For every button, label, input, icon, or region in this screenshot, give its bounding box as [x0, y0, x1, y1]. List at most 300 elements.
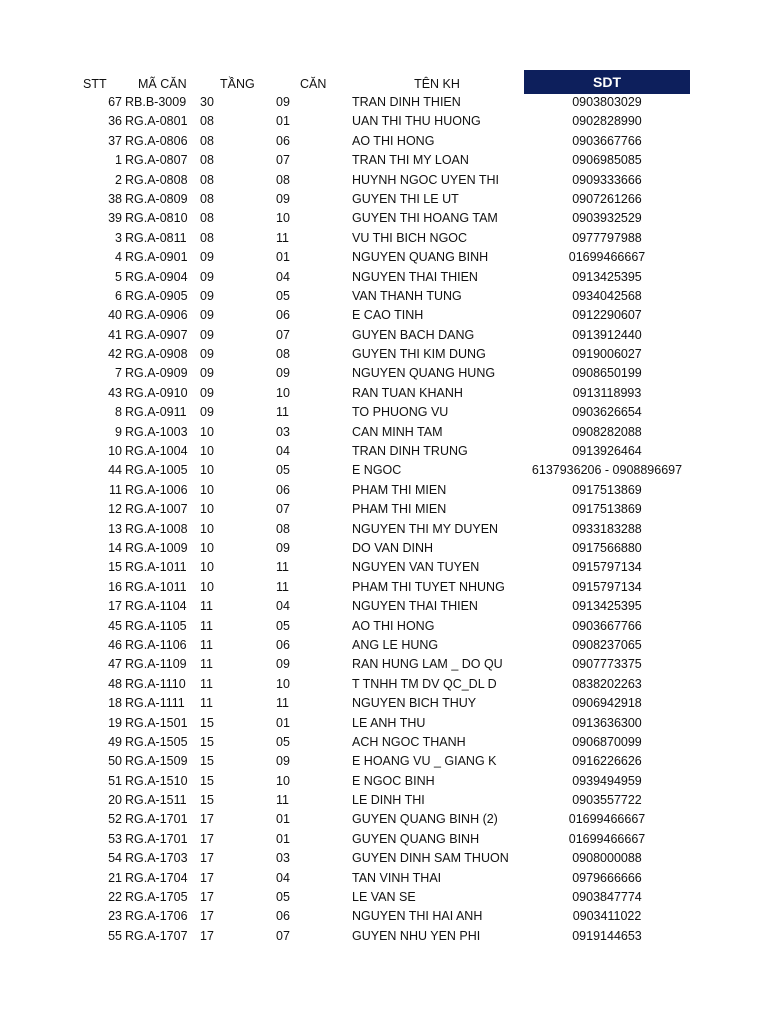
cell-tang: 11 — [200, 676, 213, 691]
cell-can: 04 — [276, 599, 290, 614]
cell-tang: 08 — [200, 114, 214, 129]
table-row — [0, 907, 768, 926]
table-row — [0, 636, 768, 655]
cell-sdt: 0903803029 — [572, 95, 642, 109]
cell-ten-kh: UAN THI THU HUONG — [352, 114, 481, 129]
cell-ma-can: RG.A-1106 — [125, 637, 187, 652]
cell-can: 01 — [276, 114, 290, 129]
cell-stt: 52 — [108, 812, 122, 827]
cell-tang: 08 — [200, 230, 214, 245]
cell-ma-can: RG.A-1109 — [125, 657, 187, 672]
cell-stt: 42 — [108, 347, 122, 362]
table-row — [0, 733, 768, 752]
cell-sdt: 0907261266 — [572, 191, 642, 206]
cell-sdt: 0913118993 — [572, 385, 642, 400]
cell-ma-can: RG.A-1009 — [125, 540, 188, 555]
cell-can: 08 — [276, 172, 290, 187]
cell-ma-can: RG.A-0910 — [125, 385, 188, 400]
cell-sdt: 0919144653 — [572, 928, 642, 943]
cell-stt: 23 — [108, 909, 122, 924]
cell-ten-kh: NGUYEN VAN TUYEN — [352, 560, 480, 575]
table-row — [0, 927, 768, 946]
cell-tang: 10 — [200, 521, 214, 536]
cell-ten-kh: E CAO TINH — [352, 308, 424, 323]
table-row — [0, 791, 768, 810]
cell-ten-kh: NGUYEN BICH THUY — [352, 696, 477, 711]
table-row — [0, 268, 768, 287]
cell-ten-kh: GUYEN THI LE UT — [352, 191, 459, 206]
cell-stt: 10 — [108, 444, 122, 459]
cell-sdt: 0907773375 — [572, 657, 642, 672]
cell-ten-kh: NGUYEN THI HAI ANH — [352, 909, 483, 924]
cell-can: 03 — [276, 851, 290, 866]
table-row — [0, 772, 768, 791]
cell-ma-can: RG.A-0801 — [125, 114, 188, 129]
cell-sdt: 0913425395 — [572, 269, 642, 284]
cell-ma-can: RG.A-1511 — [125, 793, 187, 808]
header-row — [0, 70, 768, 94]
cell-tang: 17 — [200, 831, 214, 846]
table-row — [0, 306, 768, 325]
table-row — [0, 597, 768, 616]
cell-ma-can: RG.A-0906 — [125, 308, 188, 323]
table-row — [0, 442, 768, 461]
table-row — [0, 403, 768, 422]
cell-tang: 15 — [200, 773, 214, 788]
cell-tang: 10 — [200, 579, 214, 594]
header-ma-can: MÃ CĂN — [138, 77, 187, 91]
cell-sdt: 0906942918 — [572, 696, 642, 711]
cell-ten-kh: PHAM THI MIEN — [352, 482, 447, 497]
cell-ma-can: RG.A-1510 — [125, 773, 188, 788]
cell-can: 05 — [276, 463, 290, 478]
cell-ma-can: RG.A-1104 — [125, 599, 187, 614]
table-row — [0, 326, 768, 345]
cell-stt: 53 — [108, 831, 122, 846]
cell-can: 10 — [276, 385, 290, 400]
cell-ma-can: RG.A-0907 — [125, 327, 188, 342]
table-row — [0, 578, 768, 597]
cell-tang: 17 — [200, 909, 214, 924]
cell-sdt: 0903847774 — [572, 890, 642, 905]
cell-stt: 4 — [115, 250, 122, 265]
cell-ten-kh: NGUYEN THAI THIEN — [352, 599, 478, 614]
table-row — [0, 345, 768, 364]
table-row — [0, 558, 768, 577]
cell-ma-can: RG.A-0911 — [125, 405, 187, 420]
cell-can: 07 — [276, 327, 290, 342]
cell-ma-can: RG.A-1706 — [125, 909, 188, 924]
cell-stt: 50 — [108, 754, 122, 769]
cell-tang: 10 — [200, 540, 214, 555]
cell-ten-kh: ANG LE HUNG — [352, 637, 439, 652]
cell-stt: 20 — [108, 793, 122, 808]
cell-stt: 43 — [108, 385, 122, 400]
cell-sdt: 0917566880 — [572, 540, 642, 555]
cell-stt: 8 — [115, 405, 122, 420]
cell-stt: 22 — [108, 890, 122, 905]
cell-tang: 15 — [200, 754, 214, 769]
cell-ten-kh: AO THI HONG — [352, 133, 435, 148]
cell-ten-kh: RAN TUAN KHANH — [352, 385, 463, 400]
cell-tang: 09 — [200, 308, 214, 323]
cell-can: 11 — [276, 230, 289, 245]
cell-ma-can: RG.A-1501 — [125, 715, 188, 730]
table-row — [0, 229, 768, 248]
cell-sdt: 0902828990 — [572, 114, 642, 129]
cell-ma-can: RG.A-0905 — [125, 288, 188, 303]
table-row — [0, 888, 768, 907]
cell-stt: 7 — [115, 366, 122, 381]
cell-tang: 11 — [200, 599, 213, 614]
cell-ten-kh: GUYEN THI HOANG TAM — [352, 211, 498, 226]
cell-tang: 08 — [200, 133, 214, 148]
table-row — [0, 364, 768, 383]
cell-tang: 10 — [200, 444, 214, 459]
cell-tang: 09 — [200, 385, 214, 400]
cell-stt: 19 — [108, 715, 122, 730]
cell-ten-kh: DO VAN DINH — [352, 540, 434, 555]
cell-tang: 15 — [200, 734, 214, 749]
cell-can: 09 — [276, 95, 290, 109]
cell-tang: 11 — [200, 657, 213, 672]
cell-ma-can: RG.A-0807 — [125, 153, 188, 168]
cell-ten-kh: GUYEN NHU YEN PHI — [352, 928, 481, 943]
cell-sdt: 6137936206 - 0908896697 — [531, 463, 683, 478]
cell-tang: 10 — [200, 502, 214, 517]
cell-tang: 11 — [200, 637, 213, 652]
cell-sdt: 0903667766 — [572, 618, 642, 633]
cell-can: 05 — [276, 288, 290, 303]
cell-stt: 15 — [108, 560, 122, 575]
table-row — [0, 132, 768, 151]
cell-stt: 38 — [108, 191, 122, 206]
cell-sdt: 0903626654 — [572, 405, 642, 420]
cell-ma-can: RG.A-1704 — [125, 870, 188, 885]
cell-sdt: 0915797134 — [572, 560, 642, 575]
table-row — [0, 287, 768, 306]
header-stt: STT — [83, 77, 107, 91]
table-row — [0, 810, 768, 829]
cell-ma-can: RG.A-1011 — [125, 560, 187, 575]
cell-stt: 44 — [108, 463, 122, 478]
cell-stt: 11 — [109, 482, 122, 497]
cell-ma-can: RG.A-1701 — [125, 831, 188, 846]
table-row — [0, 849, 768, 868]
cell-can: 06 — [276, 637, 290, 652]
cell-sdt: 0913912440 — [572, 327, 642, 342]
cell-ten-kh: E NGOC BINH — [352, 773, 435, 788]
cell-sdt: 0917513869 — [572, 482, 642, 497]
cell-sdt: 0838202263 — [572, 676, 642, 691]
cell-tang: 11 — [200, 696, 213, 711]
cell-stt: 41 — [108, 327, 122, 342]
cell-tang: 09 — [200, 288, 214, 303]
cell-can: 10 — [276, 676, 290, 691]
cell-sdt: 0916226626 — [572, 754, 642, 769]
cell-ma-can: RG.A-1005 — [125, 463, 188, 478]
cell-ten-kh: HUYNH NGOC UYEN THI — [352, 172, 500, 187]
cell-stt: 18 — [108, 696, 122, 711]
header-can: CĂN — [300, 77, 327, 91]
cell-ma-can: RB.B-3009 — [125, 95, 187, 109]
table-row — [0, 694, 768, 713]
cell-sdt: 0903932529 — [572, 211, 642, 226]
cell-sdt: 01699466667 — [568, 831, 646, 846]
cell-ten-kh: PHAM THI TUYET NHUNG — [352, 579, 505, 594]
cell-can: 07 — [276, 153, 290, 168]
cell-sdt: 0915797134 — [572, 579, 642, 594]
cell-tang: 08 — [200, 211, 214, 226]
cell-can: 11 — [276, 579, 289, 594]
cell-tang: 10 — [200, 463, 214, 478]
cell-ten-kh: GUYEN QUANG BINH — [352, 831, 480, 846]
cell-can: 11 — [276, 793, 289, 808]
cell-ma-can: RG.A-1707 — [125, 928, 188, 943]
cell-stt: 9 — [115, 424, 122, 439]
table-row — [0, 869, 768, 888]
cell-tang: 09 — [200, 405, 214, 420]
table-row — [0, 209, 768, 228]
cell-ten-kh: GUYEN THI KIM DUNG — [352, 347, 486, 362]
cell-ma-can: RG.A-0904 — [125, 269, 188, 284]
cell-ma-can: RG.A-0808 — [125, 172, 188, 187]
cell-tang: 09 — [200, 366, 214, 381]
cell-stt: 39 — [108, 211, 122, 226]
cell-can: 09 — [276, 191, 290, 206]
cell-sdt: 0977797988 — [572, 230, 642, 245]
cell-ten-kh: LE DINH THI — [352, 793, 425, 808]
cell-can: 11 — [276, 405, 289, 420]
cell-tang: 09 — [200, 269, 214, 284]
cell-tang: 08 — [200, 172, 214, 187]
cell-sdt: 0908282088 — [572, 424, 642, 439]
cell-ten-kh: T TNHH TM DV QC_DL D — [352, 676, 497, 691]
cell-tang: 11 — [200, 618, 213, 633]
cell-ma-can: RG.A-1003 — [125, 424, 188, 439]
cell-can: 06 — [276, 909, 290, 924]
cell-tang: 17 — [200, 890, 214, 905]
cell-ten-kh: VAN THANH TUNG — [352, 288, 462, 303]
cell-can: 01 — [276, 250, 290, 265]
cell-ten-kh: LE VAN SE — [352, 890, 416, 905]
cell-stt: 40 — [108, 308, 122, 323]
table-row — [0, 539, 768, 558]
cell-sdt: 01699466667 — [568, 250, 646, 265]
cell-stt: 46 — [108, 637, 122, 652]
header-sdt: SDT — [524, 70, 690, 94]
cell-ten-kh: CAN MINH TAM — [352, 424, 443, 439]
cell-sdt: 0903667766 — [572, 133, 642, 148]
cell-sdt: 01699466667 — [568, 812, 646, 827]
cell-sdt: 0913425395 — [572, 599, 642, 614]
cell-tang: 10 — [200, 482, 214, 497]
cell-can: 01 — [276, 715, 290, 730]
data-table-body — [0, 93, 768, 946]
cell-ma-can: RG.A-0806 — [125, 133, 188, 148]
cell-can: 08 — [276, 347, 290, 362]
cell-can: 08 — [276, 521, 290, 536]
cell-tang: 08 — [200, 191, 214, 206]
cell-can: 11 — [276, 560, 289, 575]
cell-can: 01 — [276, 812, 290, 827]
cell-ten-kh: TO PHUONG VU — [352, 405, 449, 420]
table-row — [0, 461, 768, 480]
cell-ten-kh: GUYEN DINH SAM THUON — [352, 851, 509, 866]
cell-stt: 13 — [108, 521, 122, 536]
cell-ma-can: RG.A-1011 — [125, 579, 187, 594]
cell-tang: 08 — [200, 153, 214, 168]
cell-stt: 6 — [115, 288, 122, 303]
cell-tang: 09 — [200, 250, 214, 265]
cell-ten-kh: NGUYEN THAI THIEN — [352, 269, 478, 284]
cell-can: 03 — [276, 424, 290, 439]
cell-ma-can: RG.A-0901 — [125, 250, 188, 265]
table-row — [0, 655, 768, 674]
cell-stt: 47 — [108, 657, 122, 672]
cell-ma-can: RG.A-1006 — [125, 482, 188, 497]
cell-ma-can: RG.A-1110 — [125, 676, 186, 691]
cell-sdt: 0919006027 — [572, 347, 642, 362]
cell-can: 09 — [276, 366, 290, 381]
cell-stt: 16 — [108, 579, 122, 594]
cell-ten-kh: AO THI HONG — [352, 618, 435, 633]
cell-sdt: 0909333666 — [572, 172, 642, 187]
table-row — [0, 752, 768, 771]
table-row — [0, 675, 768, 694]
cell-ten-kh: TRAN DINH TRUNG — [352, 444, 468, 459]
cell-ma-can: RG.A-1703 — [125, 851, 188, 866]
cell-sdt: 0908000088 — [572, 851, 642, 866]
cell-can: 10 — [276, 773, 290, 788]
cell-can: 09 — [276, 754, 290, 769]
cell-ma-can: RG.A-0909 — [125, 366, 188, 381]
cell-stt: 14 — [108, 540, 122, 555]
header-tang: TẦNG — [220, 77, 255, 91]
cell-stt: 21 — [108, 870, 122, 885]
cell-stt: 45 — [108, 618, 122, 633]
cell-can: 09 — [276, 657, 290, 672]
cell-ma-can: RG.A-0811 — [125, 230, 187, 245]
cell-ma-can: RG.A-1008 — [125, 521, 188, 536]
cell-ma-can: RG.A-1004 — [125, 444, 188, 459]
cell-sdt: 0903411022 — [572, 909, 642, 924]
cell-stt: 2 — [115, 172, 122, 187]
cell-sdt: 0934042568 — [572, 288, 642, 303]
cell-tang: 17 — [200, 870, 214, 885]
cell-ten-kh: GUYEN QUANG BINH (2) — [352, 812, 498, 827]
cell-sdt: 0917513869 — [572, 502, 642, 517]
cell-stt: 48 — [108, 676, 122, 691]
table-row — [0, 520, 768, 539]
cell-sdt: 0906985085 — [572, 153, 642, 168]
cell-stt: 51 — [108, 773, 122, 788]
cell-can: 11 — [276, 696, 289, 711]
cell-ten-kh: TRAN DINH THIEN — [352, 95, 461, 109]
cell-ma-can: RG.A-1505 — [125, 734, 188, 749]
table-row — [0, 248, 768, 267]
cell-stt: 55 — [108, 928, 122, 943]
cell-can: 06 — [276, 308, 290, 323]
cell-ten-kh: GUYEN BACH DANG — [352, 327, 475, 342]
cell-can: 04 — [276, 444, 290, 459]
cell-can: 04 — [276, 269, 290, 284]
cell-stt: 49 — [108, 734, 122, 749]
cell-tang: 10 — [200, 424, 214, 439]
cell-sdt: 0913926464 — [572, 444, 642, 459]
cell-stt: 37 — [108, 133, 122, 148]
cell-stt: 3 — [115, 230, 122, 245]
cell-sdt: 0903557722 — [572, 793, 642, 808]
cell-sdt: 0933183288 — [572, 521, 642, 536]
table-row — [0, 93, 768, 112]
table-row — [0, 500, 768, 519]
cell-tang: 10 — [200, 560, 214, 575]
cell-tang: 30 — [200, 95, 214, 109]
cell-ten-kh: E NGOC — [352, 463, 402, 478]
cell-ma-can: RG.A-1509 — [125, 754, 188, 769]
table-row — [0, 830, 768, 849]
table-row — [0, 171, 768, 190]
cell-ten-kh: TAN VINH THAI — [352, 870, 442, 885]
cell-sdt: 0912290607 — [572, 308, 642, 323]
cell-can: 07 — [276, 502, 290, 517]
cell-ma-can: RG.A-1701 — [125, 812, 188, 827]
cell-stt: 36 — [108, 114, 122, 129]
cell-can: 05 — [276, 734, 290, 749]
cell-can: 05 — [276, 618, 290, 633]
cell-ten-kh: LE ANH THU — [352, 715, 426, 730]
cell-ma-can: RG.A-0809 — [125, 191, 188, 206]
cell-ten-kh: TRAN THI MY LOAN — [352, 153, 469, 168]
cell-ma-can: RG.A-0908 — [125, 347, 188, 362]
cell-tang: 17 — [200, 851, 214, 866]
cell-sdt: 0939494959 — [572, 773, 642, 788]
cell-stt: 12 — [108, 502, 122, 517]
cell-can: 06 — [276, 482, 290, 497]
cell-can: 04 — [276, 870, 290, 885]
table-row — [0, 190, 768, 209]
table-row — [0, 481, 768, 500]
table-row — [0, 617, 768, 636]
cell-can: 07 — [276, 928, 290, 943]
cell-ma-can: RG.A-1705 — [125, 890, 188, 905]
cell-ma-can: RG.A-0810 — [125, 211, 188, 226]
cell-stt: 17 — [108, 599, 122, 614]
cell-sdt: 0906870099 — [572, 734, 642, 749]
cell-stt: 54 — [108, 851, 122, 866]
cell-sdt: 0908650199 — [572, 366, 642, 381]
cell-tang: 17 — [200, 812, 214, 827]
table-row — [0, 423, 768, 442]
cell-ten-kh: RAN HUNG LAM _ DO QU — [352, 657, 503, 672]
table-row — [0, 384, 768, 403]
cell-stt: 1 — [115, 153, 122, 168]
cell-ten-kh: VU THI BICH NGOC — [352, 230, 468, 245]
cell-sdt: 0979666666 — [572, 870, 642, 885]
cell-ten-kh: ACH NGOC THANH — [352, 734, 466, 749]
cell-can: 01 — [276, 831, 290, 846]
cell-ma-can: RG.A-1105 — [125, 618, 187, 633]
cell-ma-can: RG.A-1111 — [125, 696, 185, 711]
cell-stt: 5 — [115, 269, 122, 284]
cell-stt: 67 — [108, 95, 122, 109]
cell-can: 06 — [276, 133, 290, 148]
cell-tang: 09 — [200, 347, 214, 362]
cell-ten-kh: NGUYEN THI MY DUYEN — [352, 521, 499, 536]
cell-ma-can: RG.A-1007 — [125, 502, 188, 517]
cell-ten-kh: NGUYEN QUANG HUNG — [352, 366, 496, 381]
